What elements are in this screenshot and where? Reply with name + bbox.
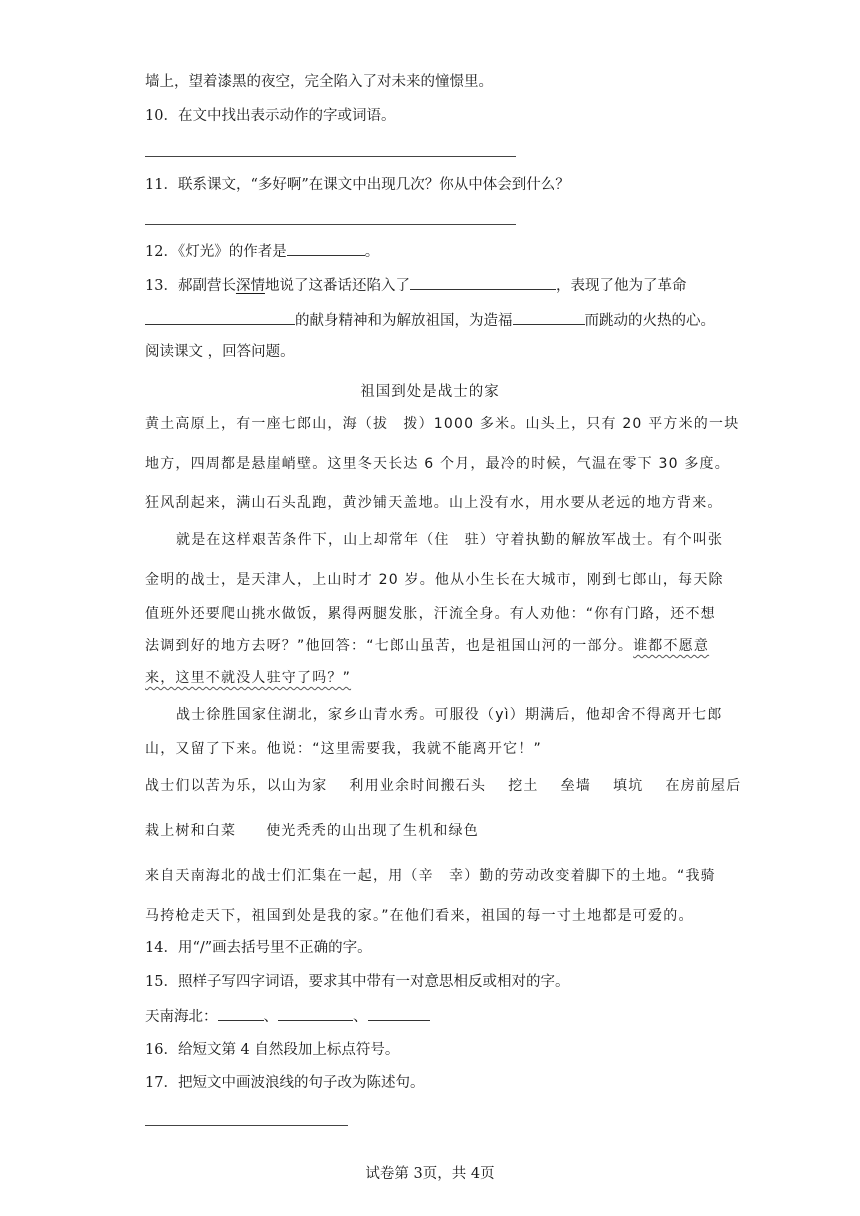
passage-line: 金明的战士，是天津人，上山时才 20 岁。他从小生长在大城市，刚到七郎山，每天除 <box>145 572 724 588</box>
passage-line: 来自天南海北的战士们汇集在一起，用（辛 幸）勤的劳动改变着脚下的土地。“我骑 <box>145 868 716 884</box>
page-footer: 试卷第 3页，共 4页 <box>365 1166 495 1182</box>
passage-line <box>145 668 351 688</box>
passage-line: 狂风刮起来，满山石头乱跑，黄沙铺天盖地。山上没有水，用水要从老远的地方背来。 <box>145 495 723 511</box>
blank-author[interactable] <box>287 241 365 256</box>
reading-instruction: 阅读课文 ，回答问题。 <box>145 344 295 360</box>
passage-line: 黄土高原上，有一座七郎山，海（拔 拨）1000 多米。山头上，只有 20 平方米的一块 <box>145 416 740 432</box>
phrase: 使光秃秃的山出现了生机和绿色 <box>266 823 480 839</box>
question-12 <box>145 241 379 262</box>
separator: 、 <box>263 1009 278 1025</box>
question-17: 17．把短文中画波浪线的句子改为陈述句。 <box>145 1075 425 1091</box>
passage-line <box>145 636 709 656</box>
blank-15-2[interactable] <box>278 1006 353 1021</box>
text-line: 墙上，望着漆黑的夜空，完全陷入了对未来的憧憬里。 <box>145 74 493 90</box>
underlined-word: 深情 <box>235 278 265 294</box>
q13-text-b: 地说了这番话还陷入了 <box>264 278 410 294</box>
passage-line: 战士徐胜国家住湖北，家乡山青水秀。可服役（yì）期满后，他却舍不得离开七郎 <box>176 707 723 723</box>
answer-line-11[interactable] <box>145 224 516 225</box>
wavy-sentence-cont: 来，这里不就没人驻守了吗？” <box>145 670 352 686</box>
question-11: 11．联系课文，“多好啊”在课文中出现几次？你从中体会到什么？ <box>145 177 570 193</box>
phrase: 挖土 <box>508 778 539 794</box>
q13-text-c: ，表现了他为了革命 <box>555 278 687 294</box>
passage-line: 就是在这样艰苦条件下，山上却常年（住 驻）守着执勤的解放军战士。有个叫张 <box>176 532 724 548</box>
phrase: 战士们以苦为乐，以山为家 <box>145 778 328 794</box>
q12-text: 12．《灯光》的作者是 <box>145 244 287 260</box>
q13-text-e: 而跳动的火热的心。 <box>584 313 715 329</box>
passage-line: 山，又留了下来。他说：“这里需要我，我就不能离开它！” <box>145 741 542 757</box>
passage-line-unpunctuated <box>145 776 741 796</box>
phrase: 垒墙 <box>560 778 592 794</box>
phrase: 栽上树和白菜 <box>145 823 237 839</box>
blank-13-2[interactable] <box>145 310 295 325</box>
blank-13-3[interactable] <box>513 310 585 325</box>
question-15-answer <box>145 1006 430 1027</box>
blank-15-3[interactable] <box>368 1006 430 1021</box>
passage-line: 地方，四周都是悬崖峭壁。这里冬天长达 6 个月，最冷的时候，气温在零下 30 多度。 <box>145 456 730 472</box>
q13-text-a: 13．郝副营长 <box>145 278 236 294</box>
passage-line: 值班外还要爬山挑水做饭，累得两腿发胀，汗流全身。有人劝他：“你有门路，还不想 <box>145 606 716 622</box>
example-word: 天南海北： <box>145 1009 218 1025</box>
question-13-cont <box>145 310 715 331</box>
phrase: 在房前屋后 <box>665 778 742 794</box>
question-10: 10．在文中找出表示动作的字或词语。 <box>145 108 396 124</box>
question-16: 16．给短文第 4 自然段加上标点符号。 <box>145 1042 400 1058</box>
question-13 <box>145 275 686 296</box>
question-14: 14．用“/”画去括号里不正确的字。 <box>145 940 372 956</box>
passage-line-unpunctuated <box>145 821 479 841</box>
wavy-sentence: 谁都不愿意 <box>633 638 710 654</box>
passage-text: 法调到好的地方去呀？”他回答：“七郎山虽苦，也是祖国山河的一部分。 <box>145 638 634 654</box>
separator: 、 <box>353 1009 368 1025</box>
phrase: 利用业余时间搬石头 <box>349 778 487 794</box>
passage-title: 祖国到处是战士的家 <box>360 384 500 400</box>
blank-15-1[interactable] <box>218 1006 264 1021</box>
passage-line: 马挎枪走天下，祖国到处是我的家。”在他们看来，祖国的每一寸土地都是可爱的。 <box>145 908 694 924</box>
question-15: 15．照样子写四字词语，要求其中带有一对意思相反或相对的字。 <box>145 974 570 990</box>
answer-line-10[interactable] <box>145 156 516 157</box>
q12-end: 。 <box>364 244 380 260</box>
answer-line-17[interactable] <box>145 1125 348 1126</box>
phrase: 填坑 <box>613 778 644 794</box>
blank-13-1[interactable] <box>410 275 556 290</box>
q13-text-d: 的献身精神和为解放祖国，为造福 <box>295 313 513 329</box>
